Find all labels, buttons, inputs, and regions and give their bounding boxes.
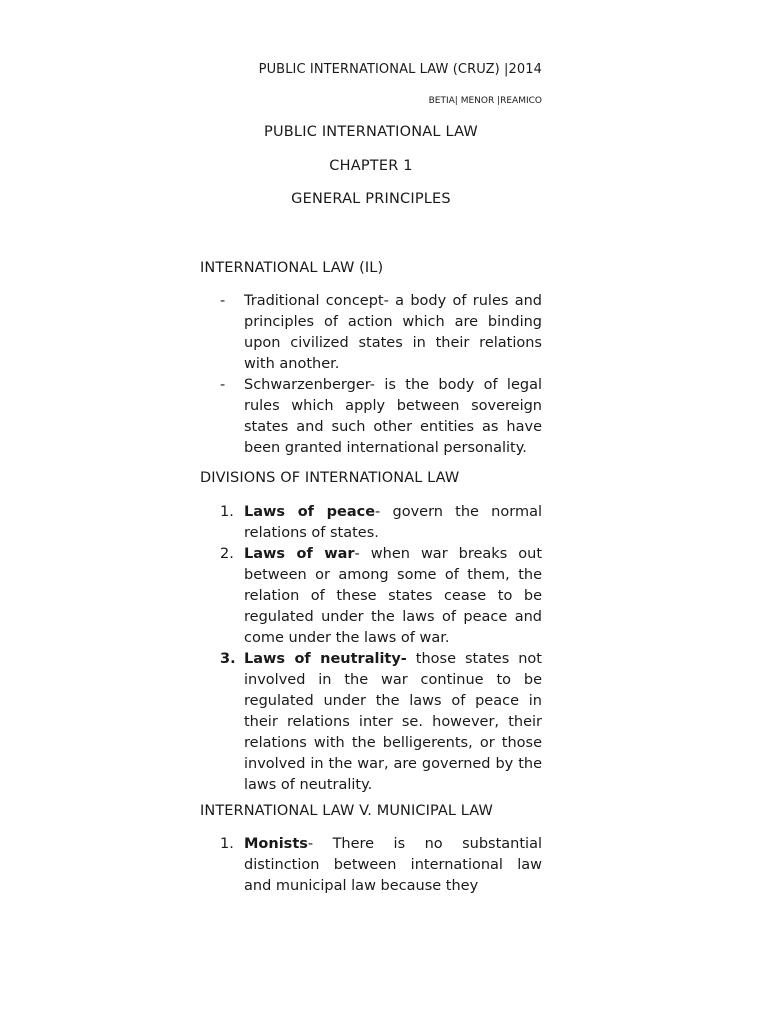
list-item-term: Monists — [244, 836, 308, 852]
list-item-text: - when war breaks out between or among some of them, the relation of these states cease to be regulated under the laws of peace and come under the laws of war. — [244, 546, 543, 646]
list-item-text: - govern the normal relations of states. — [244, 504, 542, 541]
document-title: PUBLIC INTERNATIONAL LAW — [264, 124, 478, 140]
list-item — [200, 502, 542, 544]
list-item-term: Laws of war — [244, 546, 355, 562]
list-item — [200, 649, 542, 796]
section-heading-international-law: INTERNATIONAL LAW (IL) — [200, 260, 384, 276]
list-number: 2. — [220, 546, 234, 562]
divisions-list — [200, 502, 542, 796]
il-definition-list — [200, 291, 542, 459]
il-vs-municipal-list — [200, 834, 542, 897]
list-item-term: Laws of neutrality- — [244, 651, 407, 667]
list-item-text: those states not involved in the war continue to be regulated under the laws of peace in their relations inter se. however, their relations with the belligerents, or those involved in the war, are governed by the laws of neutrality. — [244, 651, 542, 793]
list-item — [200, 291, 542, 375]
list-number: 3. — [220, 651, 236, 667]
list-item-text: Traditional concept- a body of rules and principles of action which are binding upon civilized states in their relations with another. — [244, 293, 542, 372]
chapter-label: CHAPTER 1 — [329, 158, 413, 174]
list-number: 1. — [220, 836, 234, 852]
list-item-text: Schwarzenberger- is the body of legal rules which apply between sovereign states and such other entities as have been granted international personality. — [244, 377, 542, 456]
list-item-term: Laws of peace — [244, 504, 376, 520]
chapter-subtitle: GENERAL PRINCIPLES — [291, 191, 451, 207]
dash-bullet: - — [220, 293, 226, 309]
running-header-title: PUBLIC INTERNATIONAL LAW (CRUZ) |2014 — [258, 62, 542, 77]
section-heading-divisions: DIVISIONS OF INTERNATIONAL LAW — [200, 470, 460, 486]
list-item — [200, 375, 542, 459]
running-header-authors: BETIA| MENOR |REAMICO — [428, 96, 542, 106]
list-item-text: - There is no substantial distinction between international law and municipal law because they — [244, 836, 542, 894]
list-number: 1. — [220, 504, 234, 520]
list-item — [200, 834, 542, 897]
section-heading-il-vs-municipal: INTERNATIONAL LAW V. MUNICIPAL LAW — [200, 803, 493, 819]
list-item — [200, 544, 542, 649]
dash-bullet: - — [220, 377, 226, 393]
